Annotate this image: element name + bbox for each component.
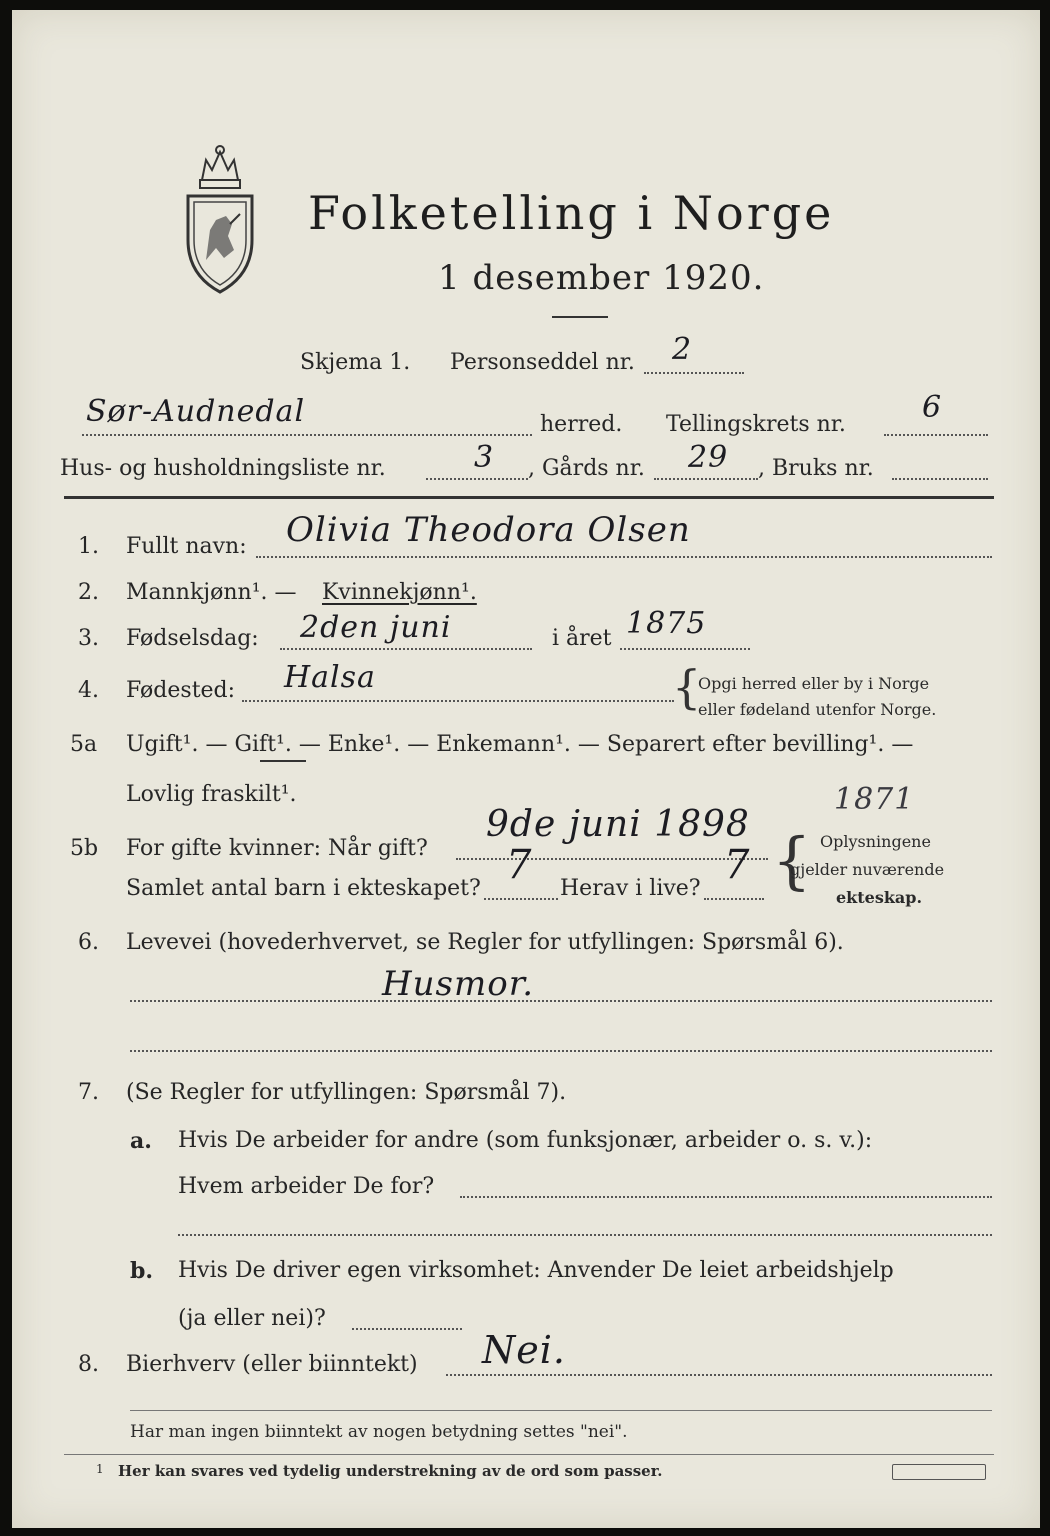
q7b-line2: (ja eller nei)? bbox=[178, 1306, 326, 1331]
form-title: Folketelling i Norge bbox=[308, 186, 835, 240]
coat-of-arms-icon bbox=[180, 140, 260, 300]
skjema-label: Skjema 1. bbox=[300, 350, 411, 375]
personseddel-label: Personseddel nr. bbox=[450, 350, 635, 375]
q5b-line3 bbox=[704, 898, 764, 900]
q7a-answer-line2[interactable] bbox=[178, 1234, 992, 1236]
footnote-mark: 1 bbox=[96, 1462, 104, 1476]
civil-status-options[interactable]: Ugift¹. — Gift¹. — Enke¹. — Enkemann¹. — Separert efter bevilling¹. — bbox=[126, 732, 914, 757]
q3-number: 3. bbox=[78, 626, 99, 651]
side-income-value[interactable]: Nei. bbox=[482, 1328, 566, 1372]
bruks-line bbox=[892, 478, 988, 480]
q5b-line1 bbox=[456, 858, 768, 860]
q6-number: 6. bbox=[78, 930, 99, 955]
children-total-value[interactable]: 7 bbox=[506, 842, 533, 888]
q7a-number: a. bbox=[130, 1128, 152, 1154]
q7-label: (Se Regler for utfyllingen: Spørsmål 7). bbox=[126, 1080, 567, 1105]
q3-year-label: i året bbox=[552, 626, 612, 651]
q5b-note-line2: gjelder nuværende bbox=[790, 860, 945, 879]
q5b-line2 bbox=[484, 898, 558, 900]
header-divider bbox=[64, 496, 994, 499]
tellingskrets-line bbox=[884, 434, 988, 436]
q5b-number: 5b bbox=[70, 836, 99, 861]
q5b-note-line3: ekteskap. bbox=[836, 888, 923, 907]
q5b-label2: Samlet antal barn i ekteskapet? bbox=[126, 876, 481, 901]
footnote-divider bbox=[64, 1454, 994, 1455]
birth-year-value[interactable]: 1875 bbox=[626, 606, 707, 641]
q3-label: Fødselsdag: bbox=[126, 626, 259, 651]
q7b-number: b. bbox=[130, 1258, 154, 1284]
q4-note-line1: Opgi herred eller by i Norge bbox=[698, 674, 930, 693]
title-divider bbox=[552, 316, 608, 318]
q1-label: Fullt navn: bbox=[126, 534, 247, 559]
hus-line bbox=[426, 478, 528, 480]
q2-number: 2. bbox=[78, 580, 99, 605]
gards-line bbox=[654, 478, 758, 480]
civil-status-options-2[interactable]: Lovlig fraskilt¹. bbox=[126, 782, 297, 807]
q1-number: 1. bbox=[78, 534, 99, 559]
tellingskrets-value[interactable]: 6 bbox=[922, 390, 943, 425]
q1-line bbox=[256, 556, 992, 558]
q8-number: 8. bbox=[78, 1352, 99, 1377]
herred-label: herred. bbox=[540, 412, 623, 437]
footer-divider bbox=[130, 1410, 992, 1411]
q5b-label3: Herav i live? bbox=[560, 876, 701, 901]
hus-label: Hus- og husholdningsliste nr. bbox=[60, 456, 386, 481]
personseddel-line bbox=[644, 372, 744, 374]
birthplace-value[interactable]: Halsa bbox=[284, 660, 376, 695]
tellingskrets-label: Tellingskrets nr. bbox=[666, 412, 846, 437]
q6-line1 bbox=[130, 1000, 992, 1002]
q8-line bbox=[446, 1374, 992, 1376]
q4-number: 4. bbox=[78, 678, 99, 703]
bruks-label: , Bruks nr. bbox=[758, 456, 874, 481]
full-name-value[interactable]: Olivia Theodora Olsen bbox=[286, 510, 691, 550]
q4-line bbox=[242, 700, 674, 702]
q5b-label1: For gifte kvinner: Når gift? bbox=[126, 836, 428, 861]
q3-year-line bbox=[620, 648, 750, 650]
q3-line bbox=[280, 648, 532, 650]
herred-line bbox=[82, 434, 532, 436]
kvinnekjonn-option[interactable]: Kvinnekjønn¹. bbox=[322, 580, 477, 605]
q6-label: Levevei (hovederhvervet, se Regler for utfyllingen: Spørsmål 6). bbox=[126, 930, 844, 955]
q5b-brace: { bbox=[772, 824, 812, 897]
q4-brace: { bbox=[672, 660, 702, 714]
census-form-page bbox=[12, 10, 1040, 1528]
personseddel-value[interactable]: 2 bbox=[672, 332, 693, 367]
mannkjonn-option[interactable]: Mannkjønn¹. — bbox=[126, 580, 297, 605]
q6-line2 bbox=[130, 1050, 992, 1052]
birthday-value[interactable]: 2den juni bbox=[300, 610, 452, 645]
gards-label: , Gårds nr. bbox=[528, 456, 645, 481]
q4-note-line2: eller fødeland utenfor Norge. bbox=[698, 700, 937, 719]
footnote-text: Her kan svares ved tydelig understrekning av de ord som passer. bbox=[118, 1462, 663, 1480]
marriage-correction-value: 1871 bbox=[834, 782, 915, 817]
q5b-note-line1: Oplysningene bbox=[820, 832, 931, 851]
footer-note: Har man ingen biinntekt av nogen betydning settes "nei". bbox=[130, 1422, 628, 1442]
q7b-answer-line[interactable] bbox=[352, 1328, 462, 1330]
gards-value[interactable]: 29 bbox=[688, 440, 729, 475]
q7-number: 7. bbox=[78, 1080, 99, 1105]
q7a-line1: Hvis De arbeider for andre (som funksjonær, arbeider o. s. v.): bbox=[178, 1128, 873, 1153]
form-date: 1 desember 1920. bbox=[438, 258, 765, 298]
q7a-answer-line1[interactable] bbox=[460, 1196, 992, 1198]
q5a-number: 5a bbox=[70, 732, 98, 757]
marriage-date-value[interactable]: 9de juni 1898 bbox=[486, 804, 750, 845]
printer-stamp bbox=[892, 1464, 986, 1480]
hus-value[interactable]: 3 bbox=[474, 440, 495, 475]
occupation-value[interactable]: Husmor. bbox=[382, 964, 535, 1004]
gift-underline bbox=[260, 760, 306, 762]
q4-label: Fødested: bbox=[126, 678, 236, 703]
herred-value[interactable]: Sør-Audnedal bbox=[86, 394, 306, 429]
q7b-line1: Hvis De driver egen virksomhet: Anvender De leiet arbeidshjelp bbox=[178, 1258, 894, 1283]
q8-label: Bierhverv (eller biinntekt) bbox=[126, 1352, 418, 1377]
children-alive-value[interactable]: 7 bbox=[724, 842, 751, 888]
q7a-line2: Hvem arbeider De for? bbox=[178, 1174, 435, 1199]
